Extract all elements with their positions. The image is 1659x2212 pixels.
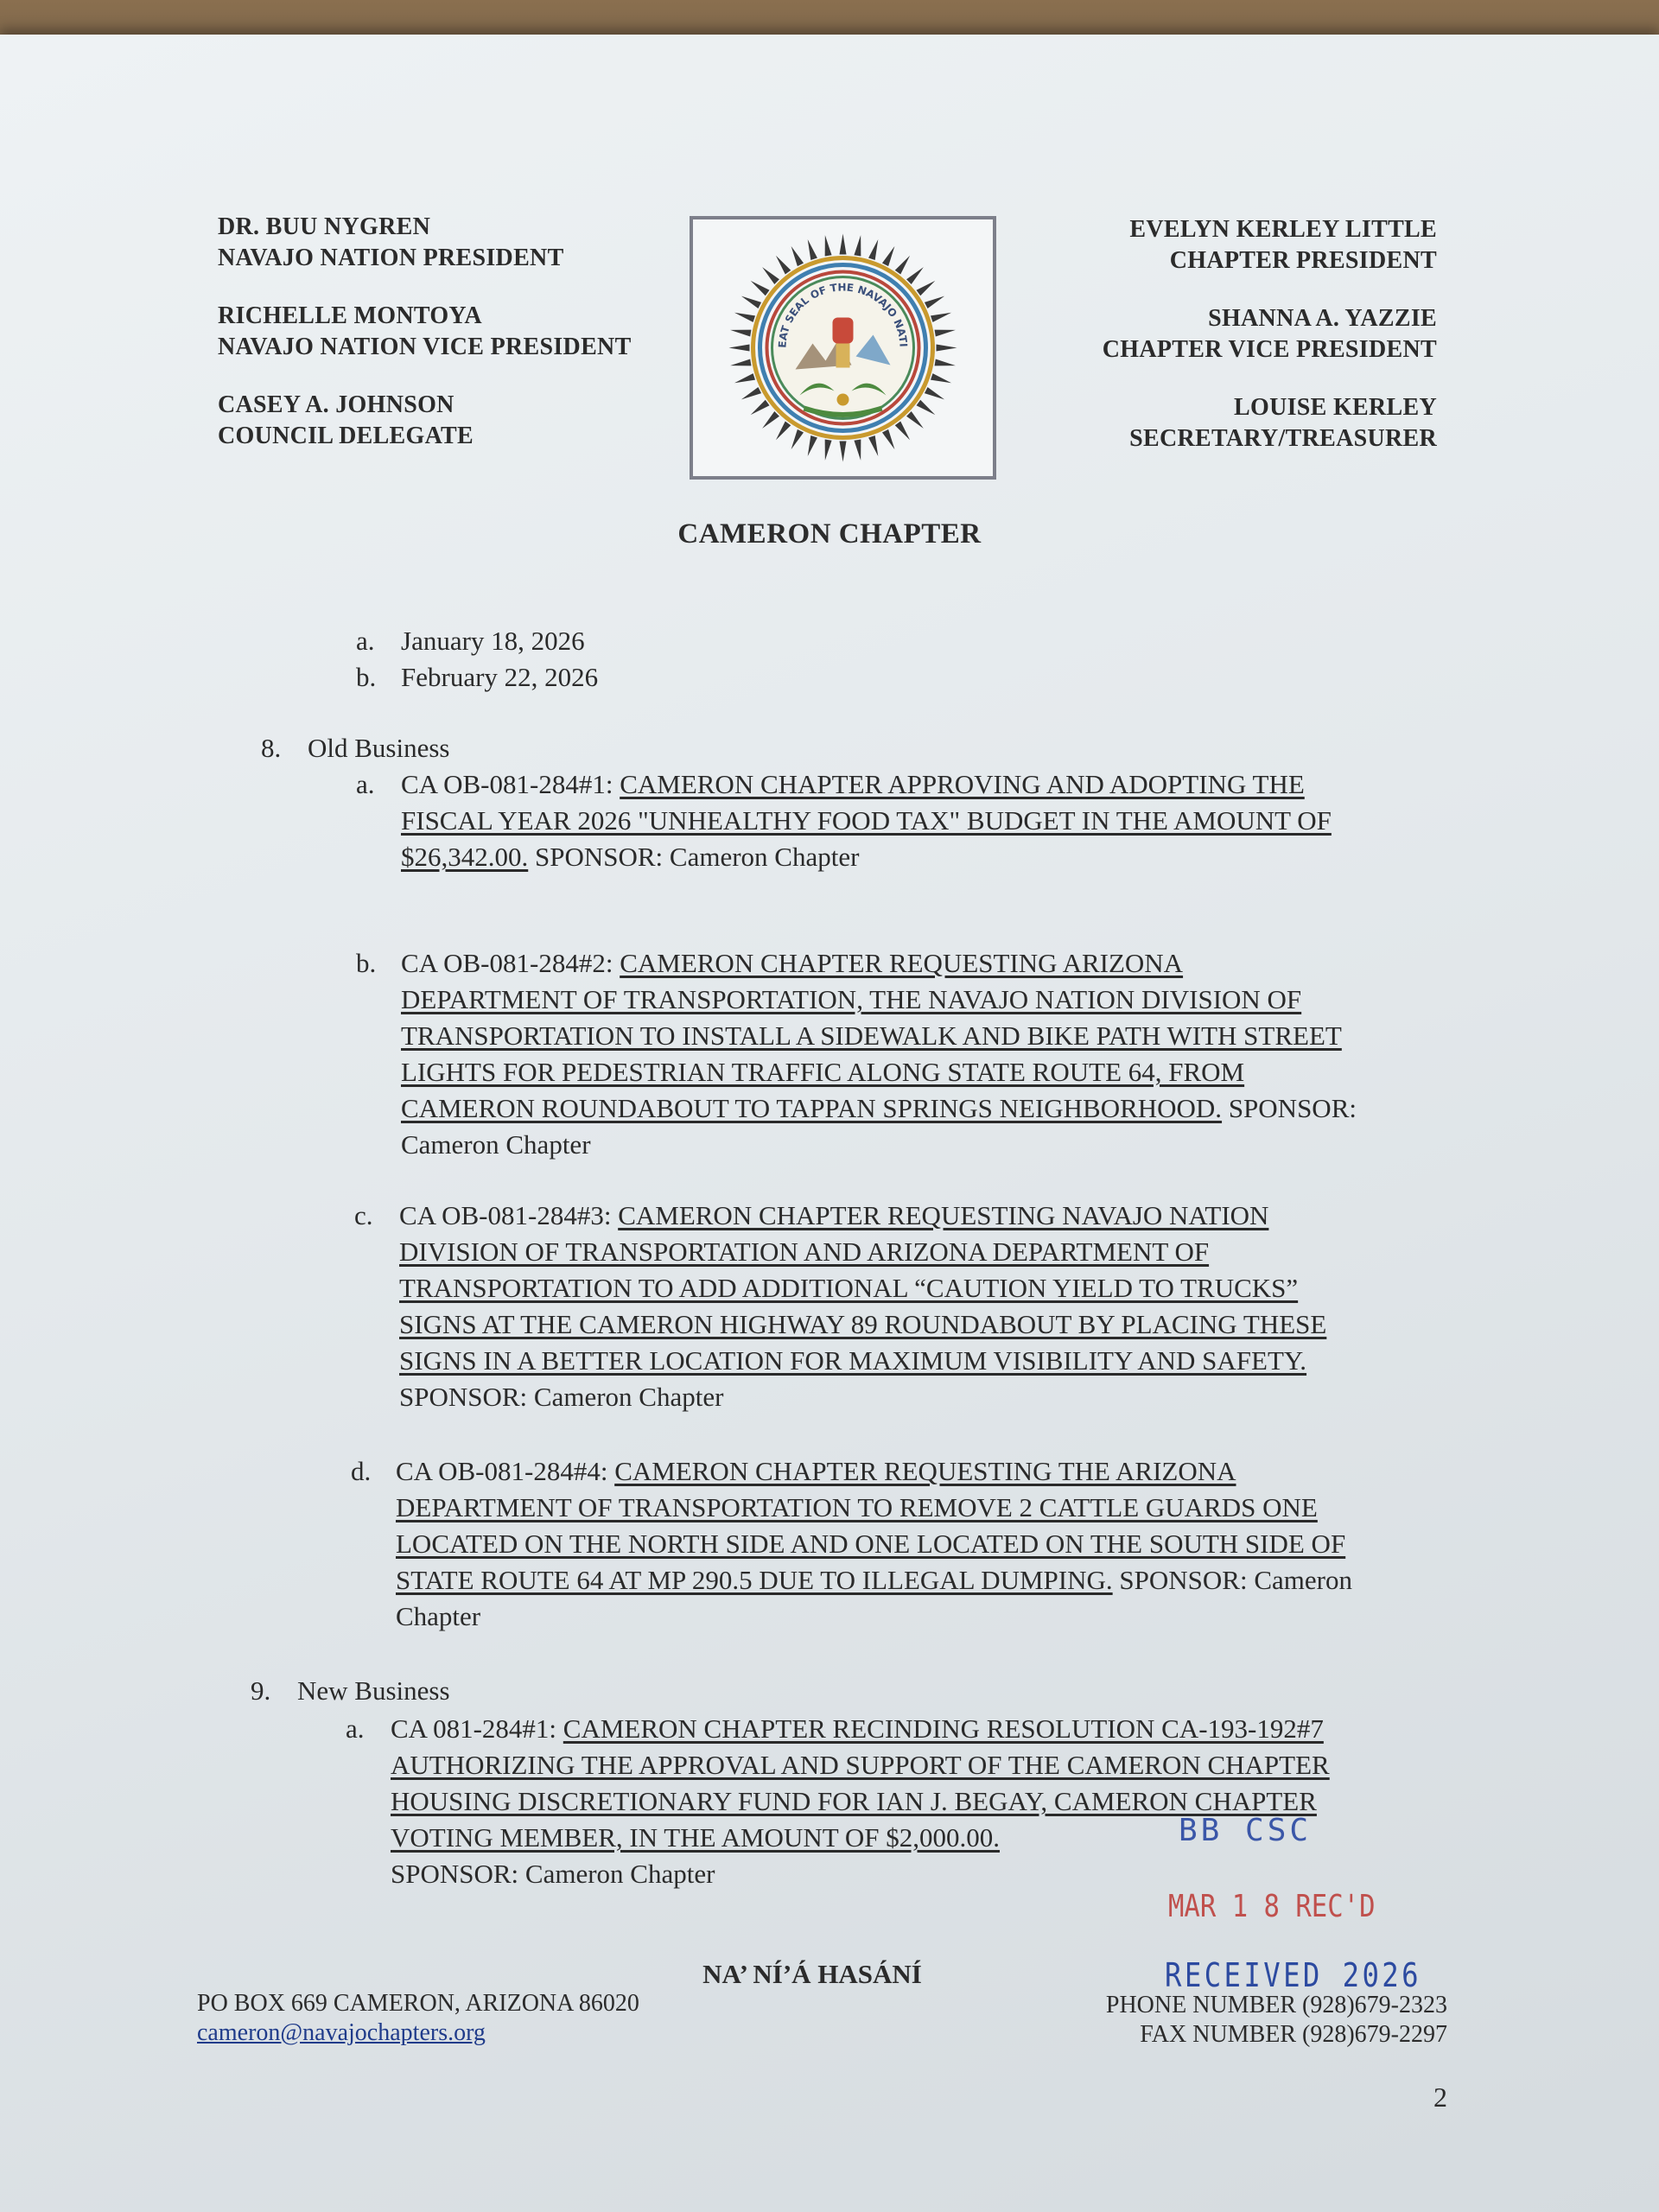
item-title-line: CAMERON CHAPTER RECINDING RESOLUTION CA-193-192#7 [563,1713,1324,1744]
item-title-line: CAMERON ROUNDABOUT TO TAPPAN SPRINGS NEIGHBORHOOD. [401,1093,1223,1123]
list-item [356,659,598,696]
section-heading-old-business [261,730,450,766]
item-title-line: STATE ROUTE 64 AT MP 290.5 DUE TO ILLEGAL DUMPING. [396,1565,1113,1595]
official-title: NAVAJO NATION VICE PRESIDENT [218,334,632,360]
item-title-line: HOUSING DISCRETIONARY FUND FOR IAN J. BEGAY, CAMERON CHAPTER [391,1786,1317,1816]
list-marker: a. [356,769,375,799]
item-title-line: CAMERON CHAPTER REQUESTING NAVAJO NATION [618,1200,1269,1230]
list-marker: b. [356,948,377,978]
list-marker: d. [351,1456,372,1486]
list-marker: a. [346,1713,365,1744]
item-title-line: LIGHTS FOR PEDESTRIAN TRAFFIC ALONG STATE ROUTE 64, FROM [401,1057,1245,1087]
header-left-officials [218,212,632,452]
item-id: CA OB-081-284#1: [401,769,613,799]
great-seal-frame [690,216,996,480]
official-name: EVELYN KERLEY LITTLE [1129,216,1437,243]
item-id: CA OB-081-284#4: [396,1456,615,1486]
great-seal-logo [693,219,993,476]
official-title: CHAPTER PRESIDENT [1169,247,1437,274]
received-date-stamp: MAR 1 8 REC'D [1168,1889,1376,1924]
list-item [356,623,585,659]
item-title-line: DIVISION OF TRANSPORTATION AND ARIZONA DEPARTMENT OF [399,1236,1210,1267]
agenda-item [346,1711,1330,1892]
item-title-line: CAMERON CHAPTER REQUESTING THE ARIZONA [614,1456,1236,1486]
section-number: 8. [261,733,282,763]
section-title: Old Business [308,733,450,763]
item-title-line: $26,342.00. [401,842,529,872]
official-title: NAVAJO NATION PRESIDENT [218,245,564,271]
item-title-line: AUTHORIZING THE APPROVAL AND SUPPORT OF THE CAMERON CHAPTER [391,1750,1330,1780]
item-title-line: DEPARTMENT OF TRANSPORTATION, THE NAVAJO NATION DIVISION OF [401,984,1302,1014]
footer-phone: PHONE NUMBER (928)679-2323 [1105,1992,1447,2018]
item-title-line: LOCATED ON THE NORTH SIDE AND ONE LOCATED ON THE SOUTH SIDE OF [396,1529,1346,1559]
official-name: LOUISE KERLEY [1234,394,1437,421]
section-title: New Business [297,1675,450,1706]
header-right-officials [1103,214,1437,454]
item-title-line: SIGNS IN A BETTER LOCATION FOR MAXIMUM VISIBILITY AND SAFETY. [399,1345,1307,1376]
seal-text: EAT SEAL OF THE NAVAJO NATI [776,281,910,349]
item-id: CA OB-081-284#2: [401,948,620,978]
item-title-line: DEPARTMENT OF TRANSPORTATION TO REMOVE 2 CATTLE GUARDS ONE [396,1492,1318,1522]
official-title: SECRETARY/TREASURER [1129,425,1437,452]
footer-fax: FAX NUMBER (928)679-2297 [1140,2021,1447,2048]
initials-stamp: BB CSC [1179,1813,1313,1848]
agenda-item [354,1198,1326,1415]
item-sponsor: SPONSOR: [1222,1093,1357,1123]
footer-address: PO BOX 669 CAMERON, ARIZONA 86020 [197,1990,639,2017]
agenda-item [356,766,1332,875]
list-marker: b. [356,662,377,692]
item-sponsor-cont: Cameron Chapter [401,1129,591,1160]
section-heading-new-business [251,1673,450,1709]
official-name: RICHELLE MONTOYA [218,302,482,329]
item-title-line: VOTING MEMBER, IN THE AMOUNT OF $2,000.00. [391,1822,1000,1853]
agenda-item [356,945,1357,1163]
item-id: CA OB-081-284#3: [399,1200,619,1230]
agenda-item [351,1453,1352,1635]
footer-motto: NA’ NÍ’Á HASÁNÍ [702,1959,922,1989]
item-title-line: SIGNS AT THE CAMERON HIGHWAY 89 ROUNDABOUT BY PLACING THESE [399,1309,1327,1339]
official-title: CHAPTER VICE PRESIDENT [1102,336,1437,363]
official-title: COUNCIL DELEGATE [218,423,474,449]
item-id: CA 081-284#1: [391,1713,563,1744]
date-text: January 18, 2026 [401,626,585,656]
item-title-line: TRANSPORTATION TO INSTALL A SIDEWALK AND BIKE PATH WITH STREET [401,1020,1342,1051]
footer-email-link[interactable]: cameron@navajochapters.org [197,2019,486,2046]
item-title-line: CAMERON CHAPTER APPROVING AND ADOPTING THE [620,769,1305,799]
document-page [0,35,1659,2212]
official-name: SHANNA A. YAZZIE [1208,305,1437,332]
official-name: CASEY A. JOHNSON [218,391,454,418]
section-number: 9. [251,1675,271,1706]
item-sponsor: SPONSOR: Cameron [1112,1565,1352,1595]
item-sponsor-cont: SPONSOR: Cameron Chapter [391,1859,715,1889]
item-sponsor-cont: SPONSOR: Cameron Chapter [399,1382,724,1412]
chapter-title: CAMERON CHAPTER [677,518,982,550]
item-sponsor: SPONSOR: Cameron Chapter [528,842,860,872]
list-marker: c. [354,1200,373,1230]
item-title-line: CAMERON CHAPTER REQUESTING ARIZONA [620,948,1184,978]
list-marker: a. [356,626,375,656]
item-title-line: TRANSPORTATION TO ADD ADDITIONAL “CAUTION YIELD TO TRUCKS” [399,1273,1299,1303]
page-number: 2 [1433,2082,1447,2113]
received-stamp: RECEIVED 2026 [1165,1956,1422,1994]
item-title-line: FISCAL YEAR 2026 "UNHEALTHY FOOD TAX" BUDGET IN THE AMOUNT OF [401,805,1332,836]
date-text: February 22, 2026 [401,662,599,692]
official-name: DR. BUU NYGREN [218,213,431,240]
item-sponsor-cont: Chapter [396,1601,481,1631]
